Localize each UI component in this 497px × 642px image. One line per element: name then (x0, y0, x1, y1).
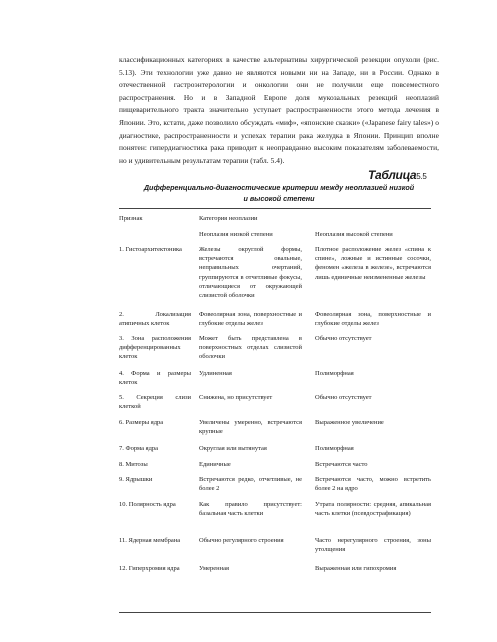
row-8-low: Единичные (199, 461, 231, 468)
row-5-low: Снижена, но присутствует (199, 394, 273, 401)
body-paragraph: классификационных категориях в качестве альтернативы хирургической резекции опухоли (рис. 5.13). Эти технологии уже давно не являются новыми ни на Западе, ни в России. Однако в отечественной гастроэнтерологии и онкологии они не получили еще повсеместного распространения. Но и в Западной Европе доля мукозальных резекций неоплазий пищеварительного тракта значительно уступает распространенности этого метода лечения в Японии. Это, кстати, даже позволило обсуждать «миф», «японские сказки» («Japanese fairy tales») о диагностике, распространенности и успехах терапии рака желудка в Японии. Принцип вполне понятен: гипердиагностика рака приводит к неоправданно высоким показателям заболеваемости, но и удивительным результатам терапии (табл. 5.4). (119, 55, 439, 165)
row-1-feature: 1. Гистоархитектоника (119, 246, 182, 253)
row-4-high: Полиморфная (315, 370, 354, 377)
row-6-high: Выраженное увеличение (315, 419, 384, 426)
header-feature: Признак (119, 215, 143, 222)
row-3-high: Обычно отсутствует (315, 335, 372, 342)
row-8-feature: 8. Митозы (119, 461, 148, 468)
row-6-low: Увеличены умеренно, встречаются крупные (199, 419, 302, 436)
row-4-feature: 4. Форма и размеры клеток (119, 370, 191, 387)
row-3-low: Может быть представлена в поверхностных отделах слизистой оболочки (199, 335, 302, 361)
row-1-high: Плотное расположение желез «спина к спине», ложные и истинные сосочки, феномен «железа в железе», встречаются лишь единичные неизмененные железы (315, 246, 431, 281)
row-5-feature: 5. Секреция слизи клеткой (119, 394, 191, 411)
row-2-feature: 2. Локализация атипичных клеток (119, 311, 191, 328)
row-2-low: Фовеолярная зона, поверхностные и глубокие отделы желез (199, 311, 302, 328)
row-10-feature: 10. Полярность ядра (119, 501, 176, 508)
table-bottom-rule (119, 612, 431, 613)
row-9-high: Встречаются часто, можно встретить более 2 на ядро (315, 476, 431, 493)
row-4-low: Удлиненная (199, 370, 232, 377)
row-11-high: Часто нерегулярного строения, зоны утолщения (315, 537, 431, 554)
header-low-grade: Неоплазия низкой степени (199, 231, 273, 238)
row-12-high: Выраженная или гипохромия (315, 565, 397, 572)
row-7-high: Полиморфная (315, 445, 354, 452)
table-top-rule (119, 208, 431, 209)
row-10-high: Утрата полярности: средняя, апикальная часть клетки (псевдострафикация) (315, 501, 431, 518)
row-2-high: Фовеолярная зона, поверхностные и глубокие отделы желез (315, 311, 431, 328)
row-9-low: Встречаются редко, отчетливые, не более 2 (199, 476, 302, 493)
table-number: 5.5 (416, 172, 427, 181)
row-10-low: Как правило присутствует: базальная часть клетки (199, 501, 302, 518)
table-title-line-2: и высокой степени (243, 193, 315, 203)
table-title-line-1: Дифференциально-диагностические критерии между неоплазией низкой (143, 183, 415, 192)
table-title (119, 183, 439, 204)
header-category: Категория неоплазии (199, 215, 258, 222)
row-7-feature: 7. Форма ядра (119, 445, 159, 452)
row-12-low: Умеренная (199, 565, 229, 572)
row-11-low: Обычно регулярного строения (199, 537, 284, 544)
row-7-low: Округлая или вытянутая (199, 445, 267, 452)
table-label-word: Таблица (368, 168, 417, 182)
row-8-high: Встречаются часто (315, 461, 368, 468)
row-5-high: Обычно отсутствует (315, 394, 372, 401)
row-3-feature: 3. Зона расположения дифференцированных клеток (119, 335, 191, 361)
header-high-grade: Неоплазия высокой степени (315, 231, 393, 238)
row-9-feature: 9. Ядрышки (119, 476, 153, 483)
row-6-feature: 6. Размеры ядра (119, 419, 164, 426)
row-11-feature: 11. Ядерная мембрана (119, 537, 181, 544)
row-1-low: Железы округлой формы, встречаются овальные, неправильных очертаний, группируются в отчетливые фокусы, отличающиеся от окружающей слизистой оболочки (199, 246, 302, 300)
row-12-feature: 12. Гиперхромия ядра (119, 565, 180, 572)
table-label (368, 168, 426, 182)
